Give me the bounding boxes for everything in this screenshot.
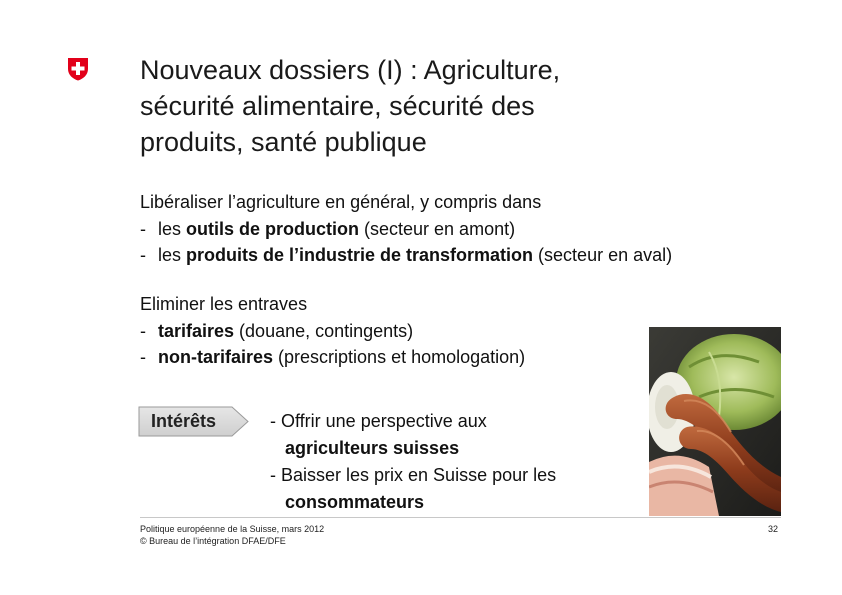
interets-label: Intérêts <box>151 411 217 431</box>
title-line-2: sécurité alimentaire, sécurité des <box>140 91 535 121</box>
title-line-3: produits, santé publique <box>140 127 427 157</box>
section-intro: Libéraliser l’agriculture en général, y compris dans <box>140 192 542 212</box>
list-item: - les outils de production (secteur en amont) <box>140 218 516 239</box>
footer-divider <box>140 517 781 518</box>
benefit-item: - Offrir une perspective aux agriculteurs suisses <box>270 411 487 458</box>
liberalization-section <box>140 189 672 269</box>
page-number: 32 <box>768 524 779 534</box>
title-line-1: Nouveaux dossiers (I) : Agriculture, <box>140 55 561 85</box>
food-photo-illustration <box>649 327 781 516</box>
interets-arrow-label <box>138 406 250 437</box>
footer-line-2: © Bureau de l’intégration DFAE/DFE <box>140 536 286 546</box>
benefits-list <box>270 408 556 516</box>
list-item: - non-tarifaires (prescriptions et homologation) <box>140 347 526 367</box>
list-item: - les produits de l’industrie de transformation (secteur en aval) <box>140 245 673 265</box>
section-intro: Eliminer les entraves <box>140 294 308 314</box>
swiss-coat-of-arms-logo <box>67 57 89 81</box>
barriers-section <box>140 291 525 371</box>
list-item: - tarifaires (douane, contingents) <box>140 320 414 341</box>
footer-text <box>140 523 324 547</box>
footer-line-1: Politique européenne de la Suisse, mars 2012 <box>140 524 325 534</box>
slide-title <box>140 52 740 160</box>
food-photo <box>649 327 781 516</box>
benefit-item: - Baisser les prix en Suisse pour les consommateurs <box>270 465 557 512</box>
